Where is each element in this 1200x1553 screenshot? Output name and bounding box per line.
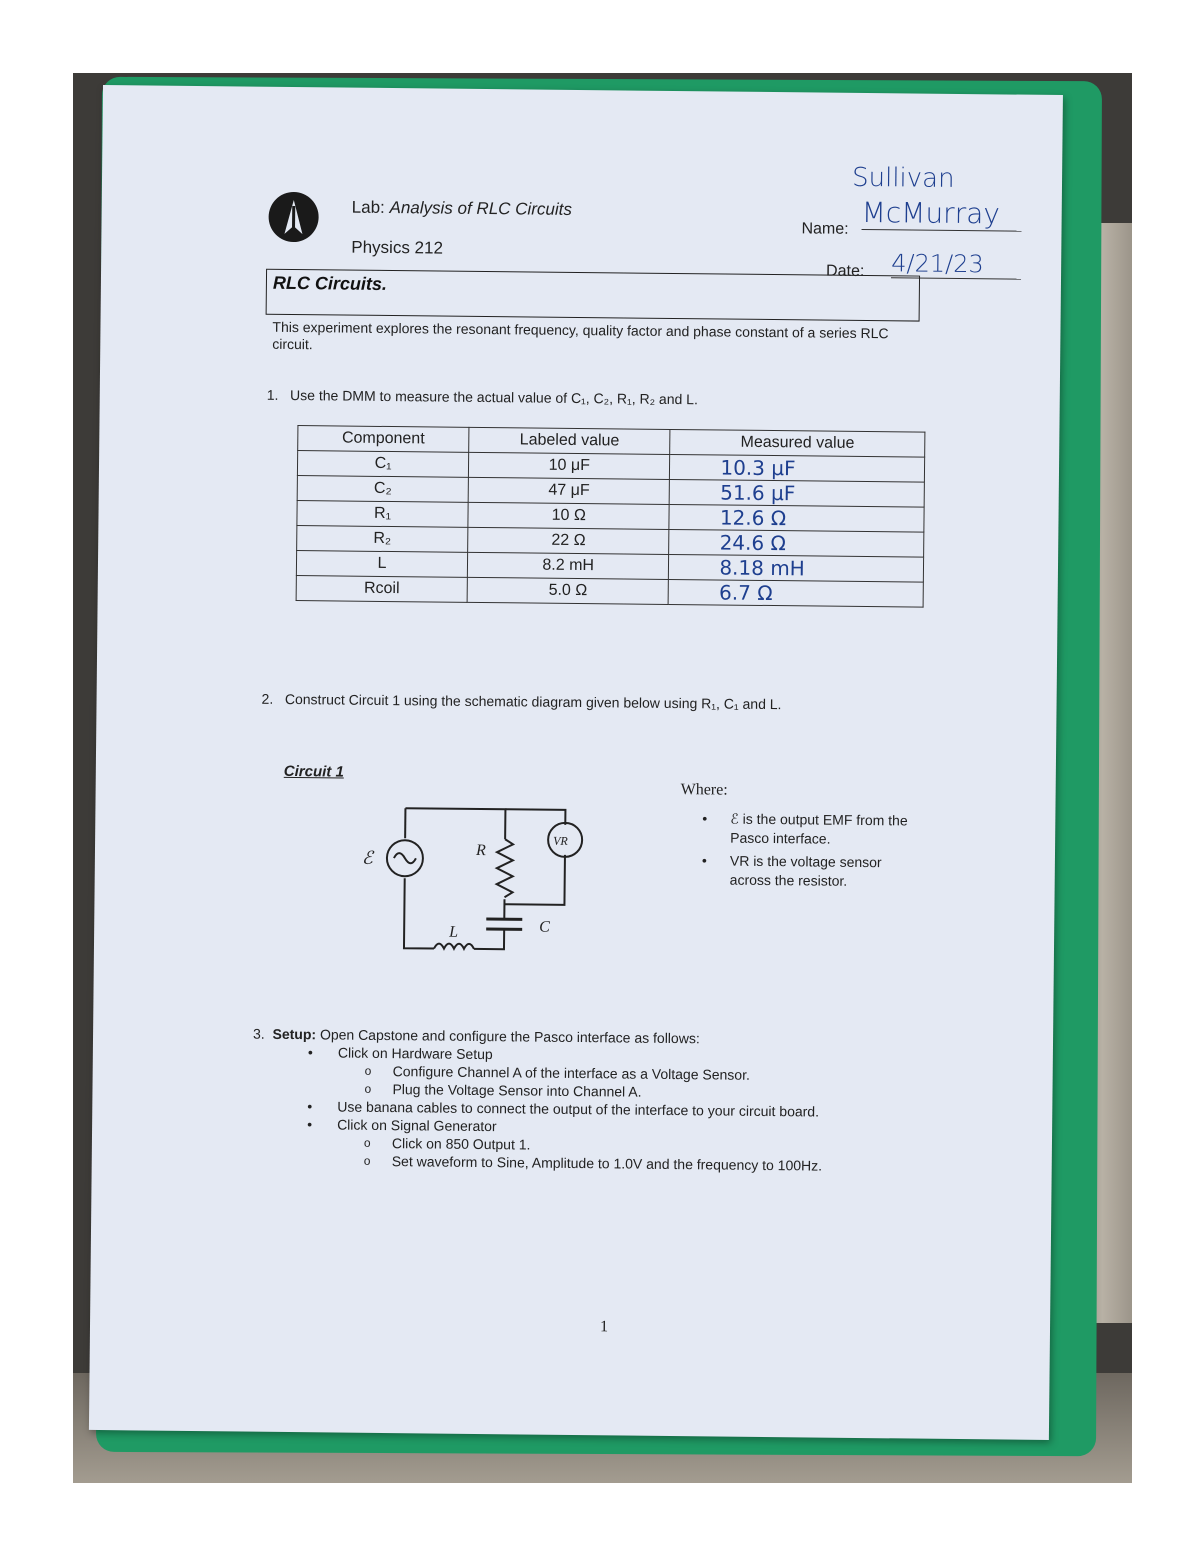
page-number: 1 (599, 1318, 609, 1336)
sensor-symbol: VR (553, 833, 568, 848)
date-label: Date: (826, 262, 865, 280)
labeled-cell: 10 μF (468, 452, 670, 479)
labeled-cell: 8.2 mH (467, 552, 669, 579)
q3-setup-label: Setup: (272, 1025, 317, 1043)
setup-substep: o Set waveform to Sine, Amplitude to 1.0V and the frequency to 100Hz. (252, 1151, 952, 1176)
setup-step: • Use banana cables to connect the output of the interface to your circuit board. (252, 1097, 952, 1122)
table-header: Measured value (670, 429, 925, 457)
intro-text: This experiment explores the resonant frequency, quality factor and phase constant of a series RLC circuit. (272, 318, 889, 353)
handwritten-last-name: McMurray (862, 196, 1022, 232)
emf-symbol: ℰ (361, 847, 373, 868)
question-2: 2. Construct Circuit 1 using the schematic diagram given below using R₁, C₁ and L. (261, 690, 782, 713)
circuit-schematic (349, 778, 591, 961)
setup-substep: o Plug the Voltage Sensor into Channel A. (252, 1079, 952, 1104)
question-1: 1. Use the DMM to measure the actual value of C₁, C₂, R₁, R₂ and L. (266, 386, 698, 408)
measured-cell: 51.6 μF (670, 479, 925, 507)
component-cell: L (296, 551, 467, 578)
table-header: Component (298, 426, 469, 453)
school-logo-icon (268, 192, 319, 243)
circuit-label: Circuit 1 (283, 762, 344, 781)
course-title: Physics 212 (351, 237, 444, 258)
q3-number: 3. (252, 1025, 273, 1042)
component-cell: C₂ (297, 476, 468, 503)
setup-step: • Click on Signal Generator (252, 1115, 952, 1140)
inductor-coil (434, 944, 474, 949)
labeled-cell: 10 Ω (468, 502, 670, 529)
handwritten-date: 4/21/23 (891, 249, 1021, 279)
component-cell: R₂ (297, 526, 468, 553)
lab-title: Lab: Analysis of RLC Circuits (351, 197, 572, 219)
setup-substep: o Configure Channel A of the interface as a Voltage Sensor. (253, 1061, 953, 1086)
inductor-symbol: L (449, 923, 459, 941)
table-header: Labeled value (469, 427, 671, 454)
where-item: • VR is the voltage sensor across the resistor. (702, 851, 922, 891)
measured-cell: 6.7 Ω (668, 579, 923, 607)
where-list (702, 809, 923, 895)
labeled-cell: 22 Ω (468, 527, 670, 554)
photo-background (73, 73, 1132, 1483)
question-3 (252, 1025, 953, 1176)
resistor-symbol: R (475, 841, 486, 860)
component-cell: C₁ (297, 451, 468, 478)
where-item: • ℰ is the output EMF from the Pasco interface. (702, 809, 922, 849)
name-label: Name: (801, 220, 849, 238)
table-row (296, 576, 923, 608)
measured-cell: 8.18 mH (669, 554, 924, 582)
component-table (296, 425, 926, 608)
section-title: RLC Circuits. (272, 272, 388, 294)
measured-cell: 12.6 Ω (669, 504, 924, 532)
component-cell: Rcoil (296, 576, 467, 603)
setup-step: • Click on Hardware Setup (253, 1043, 953, 1068)
component-cell: R₁ (297, 501, 468, 528)
resistor-zigzag (497, 839, 514, 897)
where-title: Where: (680, 781, 728, 799)
measured-cell: 10.3 μF (670, 454, 925, 482)
capacitor-symbol: C (539, 918, 550, 936)
setup-substep: o Click on 850 Output 1. (252, 1133, 952, 1158)
handwritten-first-name: Sullivan (851, 162, 955, 194)
q3-text: Open Capstone and configure the Pasco interface as follows: (316, 1026, 700, 1047)
labeled-cell: 47 μF (468, 477, 670, 504)
worksheet-page (89, 85, 1063, 1440)
labeled-cell: 5.0 Ω (467, 577, 669, 604)
measured-cell: 24.6 Ω (669, 529, 924, 557)
